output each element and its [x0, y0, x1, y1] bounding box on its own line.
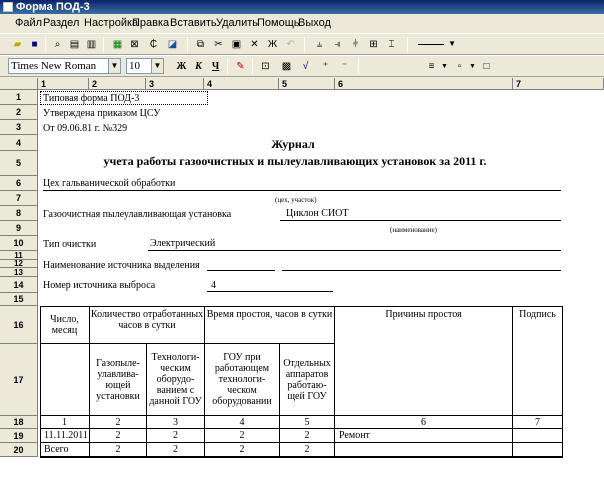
menu-section[interactable]: Раздел — [43, 17, 80, 29]
calculator-icon[interactable]: ▩ — [281, 61, 292, 72]
header-tech-equipment: Технологи-ческим оборудо-ванием с данной ГОУ — [147, 344, 205, 416]
formula-icon[interactable]: √ — [302, 61, 309, 72]
row-header[interactable]: 6 — [0, 176, 38, 191]
header-hours: Количество отработанных часов в сутки — [90, 306, 205, 344]
table-cell[interactable]: 2 — [90, 429, 147, 443]
export-icon[interactable]: ◪ — [167, 39, 178, 50]
row-header[interactable]: 19 — [0, 429, 38, 443]
font-name-select[interactable] — [8, 58, 121, 74]
copy-range-icon[interactable]: ⊠ — [130, 39, 139, 50]
insert-row-icon[interactable]: ⫣ — [334, 39, 341, 50]
borders-icon[interactable]: ▫ — [457, 61, 462, 72]
delete-column-icon[interactable]: ⫩ — [352, 39, 359, 50]
preview-icon[interactable]: ⌕ — [54, 39, 61, 50]
column-number: 1 — [40, 416, 90, 429]
insert-column-icon[interactable]: ⫨ — [316, 39, 323, 50]
header-date: Число, месяц — [40, 306, 90, 344]
row-header[interactable]: 10 — [0, 236, 38, 251]
source-no-label: Номер источника выброса — [43, 280, 156, 291]
column-header[interactable]: 6 — [335, 78, 513, 90]
column-number: 2 — [90, 416, 147, 429]
row-header[interactable]: 4 — [0, 135, 38, 151]
chevron-down-icon[interactable]: ▼ — [441, 63, 448, 70]
font-name-value: Times New Roman — [11, 60, 97, 72]
menu-settings[interactable]: Настройка — [84, 17, 139, 29]
approved-text: Утверждена приказом ЦСУ — [43, 108, 161, 119]
date-number-text: От 09.06.81 г. №329 — [43, 123, 128, 134]
column-number: 4 — [205, 416, 280, 429]
corner-cell[interactable] — [0, 78, 38, 90]
chevron-down-icon[interactable]: ▼ — [469, 63, 476, 70]
row-header[interactable]: 12 — [0, 260, 38, 268]
table-cell[interactable]: 2 — [147, 443, 205, 457]
line-style-dropdown[interactable] — [416, 38, 458, 52]
column-header[interactable]: 3 — [146, 78, 204, 90]
excel-icon[interactable]: ▦ — [112, 39, 123, 50]
row-header[interactable]: 9 — [0, 221, 38, 236]
table-cell-sign[interactable] — [513, 429, 563, 443]
menu-edit[interactable]: Правка — [132, 17, 170, 29]
header-reasons: Причины простоя — [335, 306, 513, 416]
column-header[interactable]: 4 — [204, 78, 279, 90]
column-number: 5 — [280, 416, 335, 429]
print-setup-icon[interactable]: ▤ — [69, 39, 80, 50]
row-header[interactable]: 18 — [0, 416, 38, 429]
table-cell-reason[interactable] — [335, 443, 513, 457]
journal-title: Журнал — [271, 137, 315, 151]
source-name-underline-1 — [207, 270, 275, 271]
table-cell-sign[interactable] — [513, 443, 563, 457]
journal-subtitle: учета работы газоочистных и пылеулавливающих установок за 2011 г. — [103, 154, 487, 168]
bold-button[interactable]: Ж — [176, 61, 187, 72]
table-cell-total-label[interactable]: Всего — [40, 443, 90, 457]
column-number: 7 — [513, 416, 563, 429]
underline-button[interactable]: Ч — [211, 61, 220, 72]
source-name-label: Наименование источника выделения — [43, 260, 200, 271]
fill-color-icon[interactable]: □ — [483, 61, 490, 72]
source-no-underline — [207, 291, 333, 292]
table-cell[interactable]: 2 — [280, 443, 335, 457]
table-cell-date[interactable]: 11.11.2011 — [40, 429, 90, 443]
app-icon — [3, 2, 13, 12]
column-header[interactable]: 1 — [38, 78, 89, 90]
row-header[interactable]: 2 — [0, 105, 38, 120]
menu-delete[interactable]: Удалить — [216, 17, 258, 29]
form-type-text: Типовая форма ПОД-3 — [43, 93, 140, 104]
row-header[interactable]: 20 — [0, 443, 38, 457]
row-height-icon[interactable]: ⌶ — [388, 39, 395, 50]
chevron-down-icon: ▼ — [108, 59, 120, 73]
header-gas-unit: Газопыле-улавлива-ющей установки — [90, 344, 147, 416]
cleaning-underline — [148, 250, 561, 251]
row-header[interactable]: 13 — [0, 268, 38, 277]
table-cell-reason[interactable]: Ремонт — [335, 429, 513, 443]
menu-help[interactable]: Помощь — [257, 17, 300, 29]
column-header[interactable]: 5 — [279, 78, 335, 90]
menu-file[interactable]: Файл — [15, 17, 43, 29]
row-header[interactable]: 1 — [0, 90, 38, 105]
delete-icon[interactable]: ✕ — [250, 39, 259, 50]
installation-label: Газоочистная пылеулавливающая установка — [43, 209, 232, 220]
row-header[interactable]: 14 — [0, 277, 38, 293]
table-cell[interactable]: 2 — [280, 429, 335, 443]
standard-toolbar — [0, 33, 604, 55]
clear-format-icon[interactable]: Ж — [267, 39, 278, 50]
format-toolbar — [0, 55, 604, 77]
row-header[interactable]: 3 — [0, 120, 38, 135]
column-number: 6 — [335, 416, 513, 429]
source-no-value: 4 — [211, 280, 216, 291]
brush-icon[interactable]: ✎ — [236, 61, 245, 72]
workshop-underline — [43, 190, 561, 191]
menu-exit[interactable]: Выход — [298, 17, 331, 29]
header-date-cont — [40, 344, 90, 416]
window-title: Форма ПОД-3 — [16, 1, 90, 13]
increase-decimal-icon[interactable]: ⁺ — [322, 61, 329, 72]
copy-icon[interactable]: ⧉ — [196, 39, 205, 50]
currency-icon[interactable]: ₵ — [149, 39, 158, 50]
paste-icon[interactable]: ▣ — [231, 39, 242, 50]
menu-insert[interactable]: Вставить — [170, 17, 217, 29]
cleaning-label: Тип очистки — [43, 239, 97, 250]
header-gou-working: ГОУ при работающем технологи-ческом оборудовании — [205, 344, 280, 416]
table-cell[interactable]: 2 — [205, 429, 280, 443]
row-header[interactable]: 16 — [0, 306, 38, 344]
spreadsheet[interactable] — [0, 78, 604, 480]
save-icon[interactable]: ■ — [31, 39, 38, 50]
cleaning-value: Электрический — [150, 238, 216, 249]
italic-button[interactable]: К — [195, 61, 202, 72]
installation-value: Циклон СИОТ — [286, 208, 349, 219]
installation-underline — [280, 220, 561, 221]
align-icon[interactable]: ≡ — [428, 61, 435, 72]
column-header[interactable]: 2 — [89, 78, 146, 90]
source-name-underline-2 — [282, 270, 561, 271]
undo-icon[interactable]: ↶ — [286, 39, 295, 50]
row-header[interactable]: 5 — [0, 151, 38, 176]
open-icon[interactable]: ▰ — [13, 39, 22, 50]
table-cell[interactable]: 2 — [90, 443, 147, 457]
table-cell[interactable]: 2 — [147, 429, 205, 443]
chevron-down-icon: ▼ — [151, 59, 163, 73]
table-cell[interactable]: 2 — [205, 443, 280, 457]
row-header[interactable]: 8 — [0, 206, 38, 221]
font-size-select[interactable] — [126, 58, 164, 74]
workshop-text: Цех гальванической обработки — [43, 178, 176, 189]
font-size-value: 10 — [129, 60, 140, 72]
workshop-caption: (цех, участок) — [275, 196, 317, 204]
cut-icon[interactable]: ✂ — [214, 39, 223, 50]
cell-format-icon[interactable]: ⊡ — [261, 61, 270, 72]
decrease-decimal-icon[interactable]: ⁻ — [341, 61, 348, 72]
header-downtime: Время простоя, часов в сутки — [205, 306, 335, 344]
column-number: 3 — [147, 416, 205, 429]
column-header[interactable]: 7 — [513, 78, 604, 90]
row-header[interactable]: 7 — [0, 191, 38, 206]
print-icon[interactable]: ▥ — [86, 39, 97, 50]
header-separate-units: Отдельных аппаратов работаю-щей ГОУ — [280, 344, 335, 416]
header-sign: Подпись — [513, 306, 563, 416]
row-header[interactable]: 17 — [0, 344, 38, 416]
row-header[interactable]: 11 — [0, 251, 38, 260]
grid-icon[interactable]: ⊞ — [369, 39, 378, 50]
window-title-bar — [0, 0, 604, 14]
chevron-down-icon: ▼ — [448, 39, 456, 48]
installation-caption: (наименование) — [390, 226, 437, 234]
row-header[interactable]: 15 — [0, 293, 38, 306]
menu-bar — [0, 14, 604, 32]
